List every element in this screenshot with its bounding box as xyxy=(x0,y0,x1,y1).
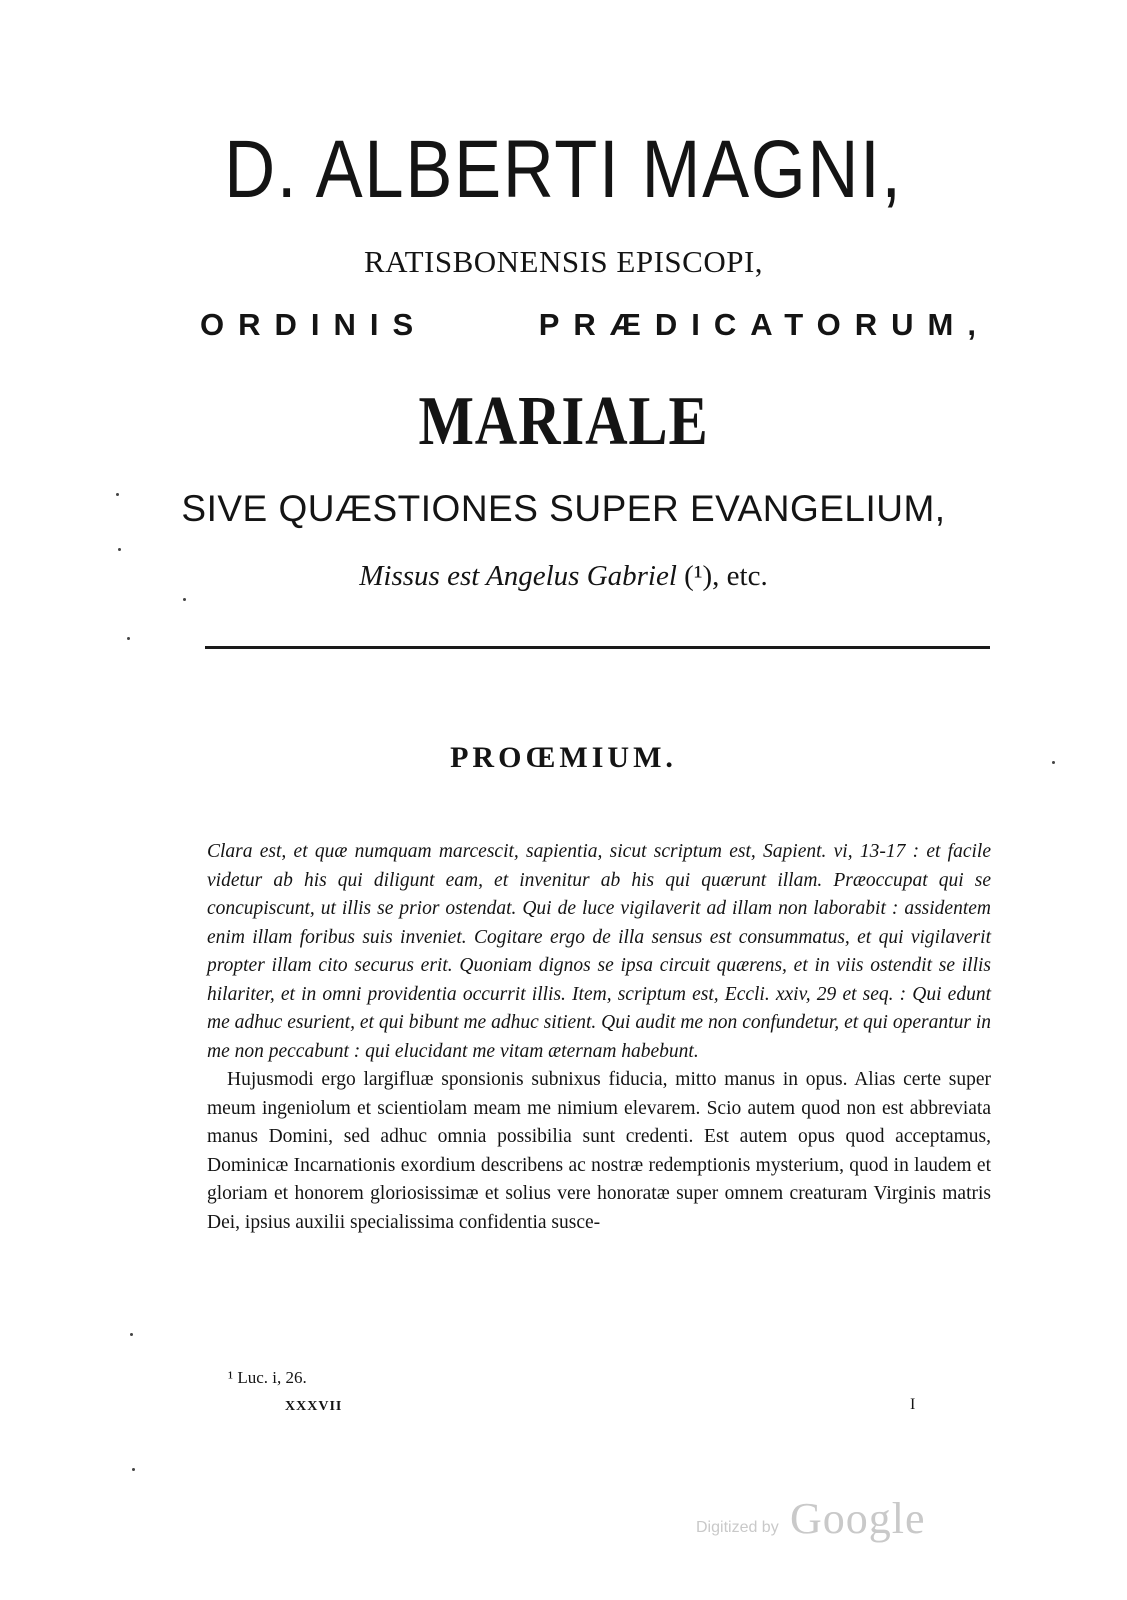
scan-speck xyxy=(130,1333,133,1336)
scan-speck xyxy=(183,598,186,601)
incipit-etc: etc. xyxy=(726,560,768,592)
author-subtitle-ordinis: ORDINIS PRÆDICATORUM, xyxy=(200,307,990,342)
google-logo: Google xyxy=(790,1494,926,1543)
google-watermark xyxy=(692,1493,932,1543)
horizontal-rule xyxy=(205,646,990,649)
scan-speck xyxy=(118,548,121,551)
signature-mark-left: XXXVII xyxy=(285,1399,343,1414)
paragraph-2: Hujusmodi ergo largifluæ sponsionis subnixus fiducia, mitto manus in opus. Alias certe super meum ingeniolum et scientiolam meam me nimium elevarem. Scio autem quod non est abbreviata manus Domini, sed adhuc omnia possibilia sunt credenti. Est autem opus quod acceptamus, Dominicæ Incarnationis exordium describens ac nostræ redemptionis mysterium, quod in laudem et gloriam et honorem gloriosissimæ et solius vere honoratæ super omnem creaturam Virginis matris Dei, ipsius auxilii specialissima confidentia susce- xyxy=(207,1069,991,1233)
watermark-small-text: Digitized by xyxy=(696,1519,779,1536)
body-text xyxy=(207,838,991,1237)
incipit-line xyxy=(0,557,1127,595)
author-subtitle-episcopi: RATISBONENSIS EPISCOPI, xyxy=(363,244,764,279)
scan-speck xyxy=(132,1468,135,1471)
paragraph-1: Clara est, et quæ numquam marcescit, sapientia, sicut scriptum est, Sapient. vi, 13-17 : et facile videtur ab his qui diligunt eam, et invenitur ab his qui quærunt illam. Præoccupat qui se concupiscunt, ut illis se prior ostendat. Qui de luce vigilaverit ad illam non laborabit : assidentem enim illam foribus suis inveniet. Cogitare ergo de illa sensus est consummatus, et qui vigilaverit propter illam cito securus erit. Quoniam dignos se ipsa circuit quærens, et in viis ostendit se illis hilariter, et in omni providentia occurrit illis. Item, scriptum est, Eccli. xxiv, 29 et seq. : Qui edunt me adhuc esurient, et qui bibunt me adhuc sitient. Qui audit me non confundetur, et qui operantur in me non peccabunt : qui elucidant me vitam æternam habebunt. xyxy=(207,841,991,1062)
scan-speck xyxy=(127,637,130,640)
work-subtitle: SIVE QUÆSTIONES SUPER EVANGELIUM, xyxy=(181,488,946,529)
work-title: MARIALE xyxy=(418,383,709,460)
signature-mark-right: I xyxy=(910,1396,916,1413)
author-title: D. ALBERTI MAGNI, xyxy=(224,124,903,215)
scan-speck xyxy=(116,493,119,496)
scan-speck xyxy=(1052,761,1055,764)
footnote: ¹ Luc. i, 26. xyxy=(228,1368,307,1387)
incipit-italic: Missus est Angelus Gabriel xyxy=(359,560,677,592)
incipit-footnote-ref: (¹), xyxy=(684,560,720,592)
section-heading: PROŒMIUM. xyxy=(450,741,677,774)
